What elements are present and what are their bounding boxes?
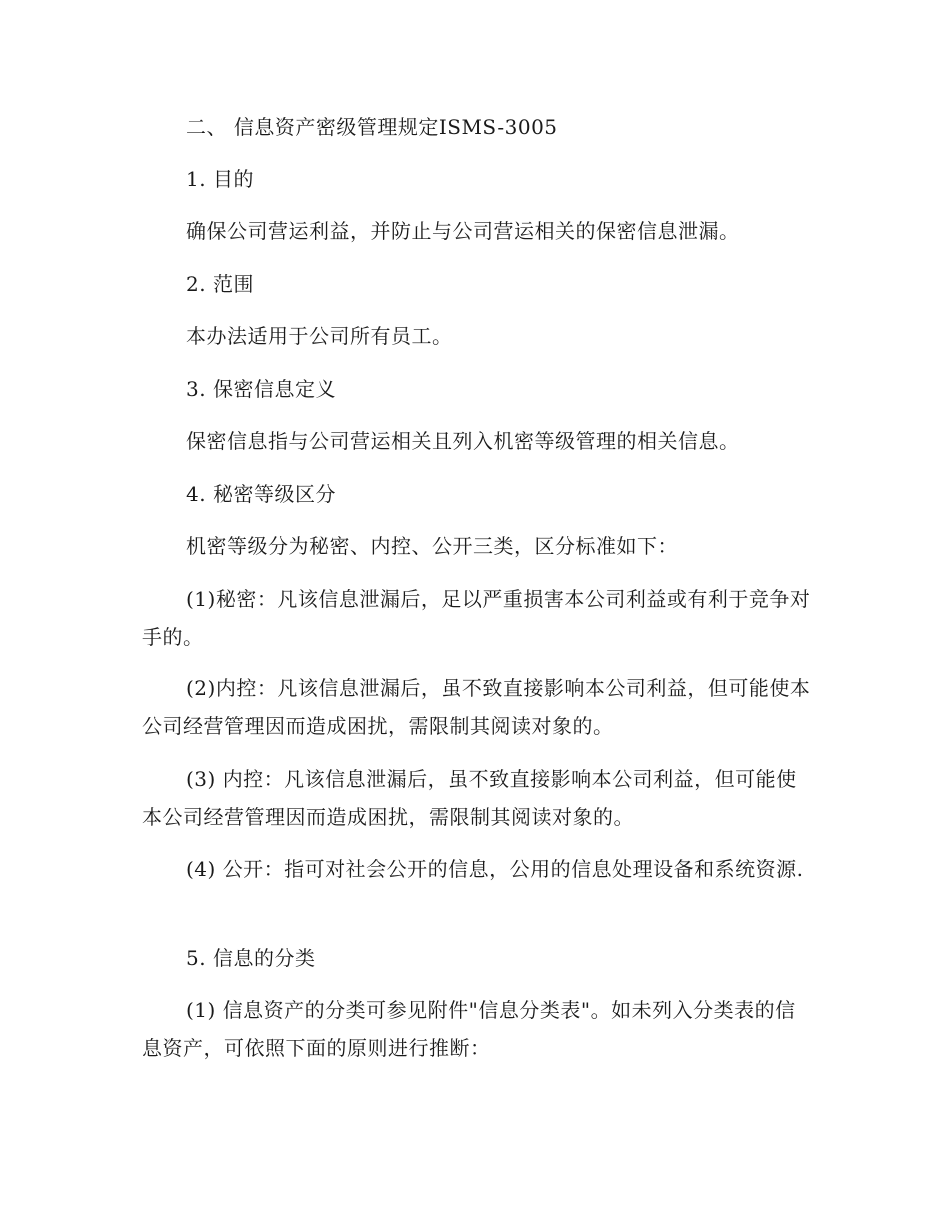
heading-definition: 3. 保密信息定义 xyxy=(186,377,336,401)
item-categories-rule: (1) 信息资产的分类可参见附件"信息分类表"。如未列入分类表的信息资产，可依照下面的原则进行推断： xyxy=(142,998,796,1060)
item-public: (4) 公开：指可对社会公开的信息，公用的信息处理设备和系统资源. xyxy=(186,857,804,881)
item-internal-1: (2)内控：凡该信息泄漏后，虽不致直接影响本公司利益，但可能使本公司经营管理因而造成困扰，需限制其阅读对象的。 xyxy=(142,676,811,738)
heading-purpose: 1. 目的 xyxy=(186,167,254,191)
item-internal-2: (3) 内控：凡该信息泄漏后，虽不致直接影响本公司利益，但可能使本公司经营管理因而造成困扰，需限制其阅读对象的。 xyxy=(142,767,797,829)
paragraph-scope: 本办法适用于公司所有员工。 xyxy=(186,324,453,348)
paragraph-definition: 保密信息指与公司营运相关且列入机密等级管理的相关信息。 xyxy=(186,429,740,453)
heading-info-categories: 5. 信息的分类 xyxy=(186,946,316,970)
paragraph-purpose: 确保公司营运利益，并防止与公司营运相关的保密信息泄漏。 xyxy=(186,219,740,243)
paragraph-classification-levels: 机密等级分为秘密、内控、公开三类，区分标准如下： xyxy=(186,534,678,558)
item-secret: (1)秘密：凡该信息泄漏后，足以严重损害本公司利益或有利于竞争对手的。 xyxy=(142,587,811,649)
heading-scope: 2. 范围 xyxy=(186,272,254,296)
section-title: 二、 信息资产密级管理规定ISMS-3005 xyxy=(186,115,558,139)
heading-classification-levels: 4. 秘密等级区分 xyxy=(186,482,336,506)
